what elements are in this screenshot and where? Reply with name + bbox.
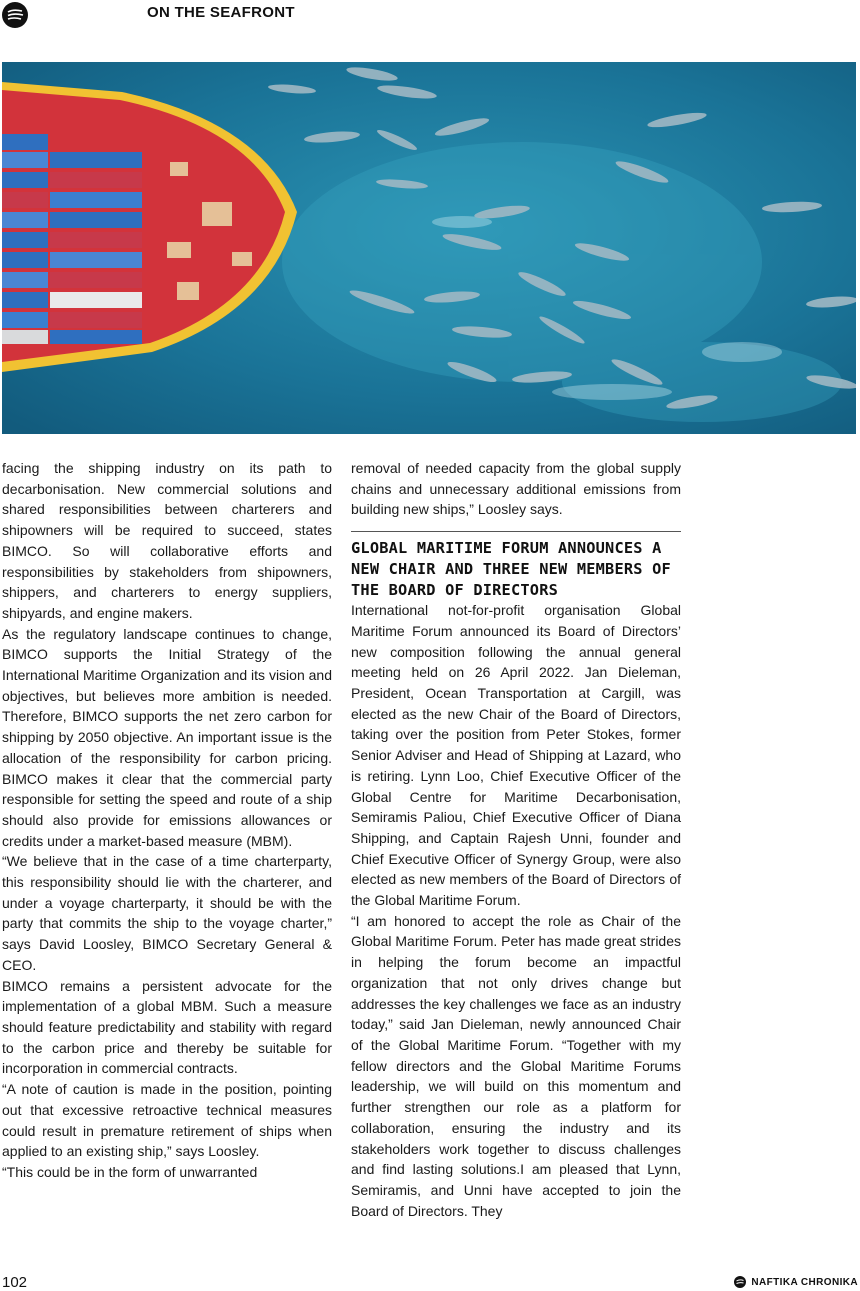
right-paragraph-2: “I am honored to accept the role as Chair of the Global Maritime Forum. Peter has made great strides in helping the forum become an impactful organization that not only drives change but addresses the key challenges we face as an industry today,” said Jan Dieleman, newly announced Chair of the Global Maritime Forum. “Together with my fellow directors and the Global Maritime Forums leadership, we will build on this momentum and further strengthen our role as a platform for collaboration, ensuring the industry and its stakeholders work together to discuss challenges and find lasting solutions.I am pleased that Lynn, Semiramis, and Unni have accepted to join the Board of Directors. They [351, 912, 681, 1219]
footer-brand [734, 1276, 858, 1288]
left-paragraph-5: “A note of caution is made in the position, pointing out that excessive retroactive technical measures could result in premature retirement of ships when applied to an existing ship,” says Loosley. [2, 1081, 332, 1160]
right-lead-paragraph: removal of needed capacity from the global supply chains and unnecessary additional emissions from building new ships,” Loosley says. [351, 460, 681, 518]
article-headline: GLOBAL MARITIME FORUM ANNOUNCES A NEW CHAIR AND THREE NEW MEMBERS OF THE BOARD OF DIRECTORS [351, 539, 671, 599]
left-paragraph-1: facing the shipping industry on its path to decarbonisation. New commercial solutions and shared responsibilities between charterers and shipowners will be required to succeed, states BIMCO. So will collaborative efforts and responsibilities by stakeholders from shipowners, shippers, and charterers to energy suppliers, shipyards, and engine makers. [2, 460, 332, 621]
section-title: ON THE SEAFRONT [147, 4, 295, 21]
aerial-ship-dolphins-photo [2, 62, 856, 434]
brand-name: NAFTIKA CHRONIKA [751, 1276, 858, 1288]
left-column [2, 458, 332, 1183]
naftika-logo-icon [734, 1276, 746, 1288]
left-paragraph-6: “This could be in the form of unwarranted [2, 1163, 258, 1180]
hero-image [2, 62, 856, 434]
left-paragraph-3: “We believe that in the case of a time charterparty, this responsibility should lie with the charterer, and under a voyage charterparty, it should be with the party that commits the ship to the voyage charter,” says David Loosley, BIMCO Secretary General & CEO. [2, 853, 332, 973]
section-divider [351, 531, 681, 532]
left-paragraph-2: As the regulatory landscape continues to change, BIMCO supports the Initial Strategy of the International Maritime Organization and its vision and objectives, but believes more ambition is needed. Therefore, BIMCO supports the net zero carbon for shipping by 2050 objective. An important issue is the allocation of the responsibility for carbon pricing. BIMCO makes it clear that the commercial party responsible for setting the speed and route of a ship should also provide for emissions allowances or credits under a market-based measure (MBM). [2, 625, 332, 849]
left-paragraph-4: BIMCO remains a persistent advocate for the implementation of a global MBM. Such a measure should feature predictability and stability with regard to the carbon price and thereby be suitable for incorporation in commercial contracts. [2, 977, 332, 1077]
right-column [351, 458, 681, 1221]
page-number: 102 [2, 1274, 28, 1291]
right-paragraph-1: International not-for-profit organisation Global Maritime Forum announced its Board of Directors’ new composition following the annual general meeting held on 26 April 2022. Jan Dieleman, President, Ocean Transportation at Cargill, was elected as the new Chair of the Board of Directors, taking over the position from Peter Stokes, former Senior Adviser and Head of Shipping at Lazard, who is retiring. Lynn Loo, Chief Executive Officer of the Global Centre for Maritime Decarbonisation, Semiramis Paliou, Chief Executive Officer of Diana Shipping, and Captain Rajesh Unni, founder and Chief Executive Officer of Synergy Group, were also elected as new members of the Board of Directors of the Global Maritime Forum. [351, 602, 681, 909]
wave-logo-icon [2, 2, 28, 28]
